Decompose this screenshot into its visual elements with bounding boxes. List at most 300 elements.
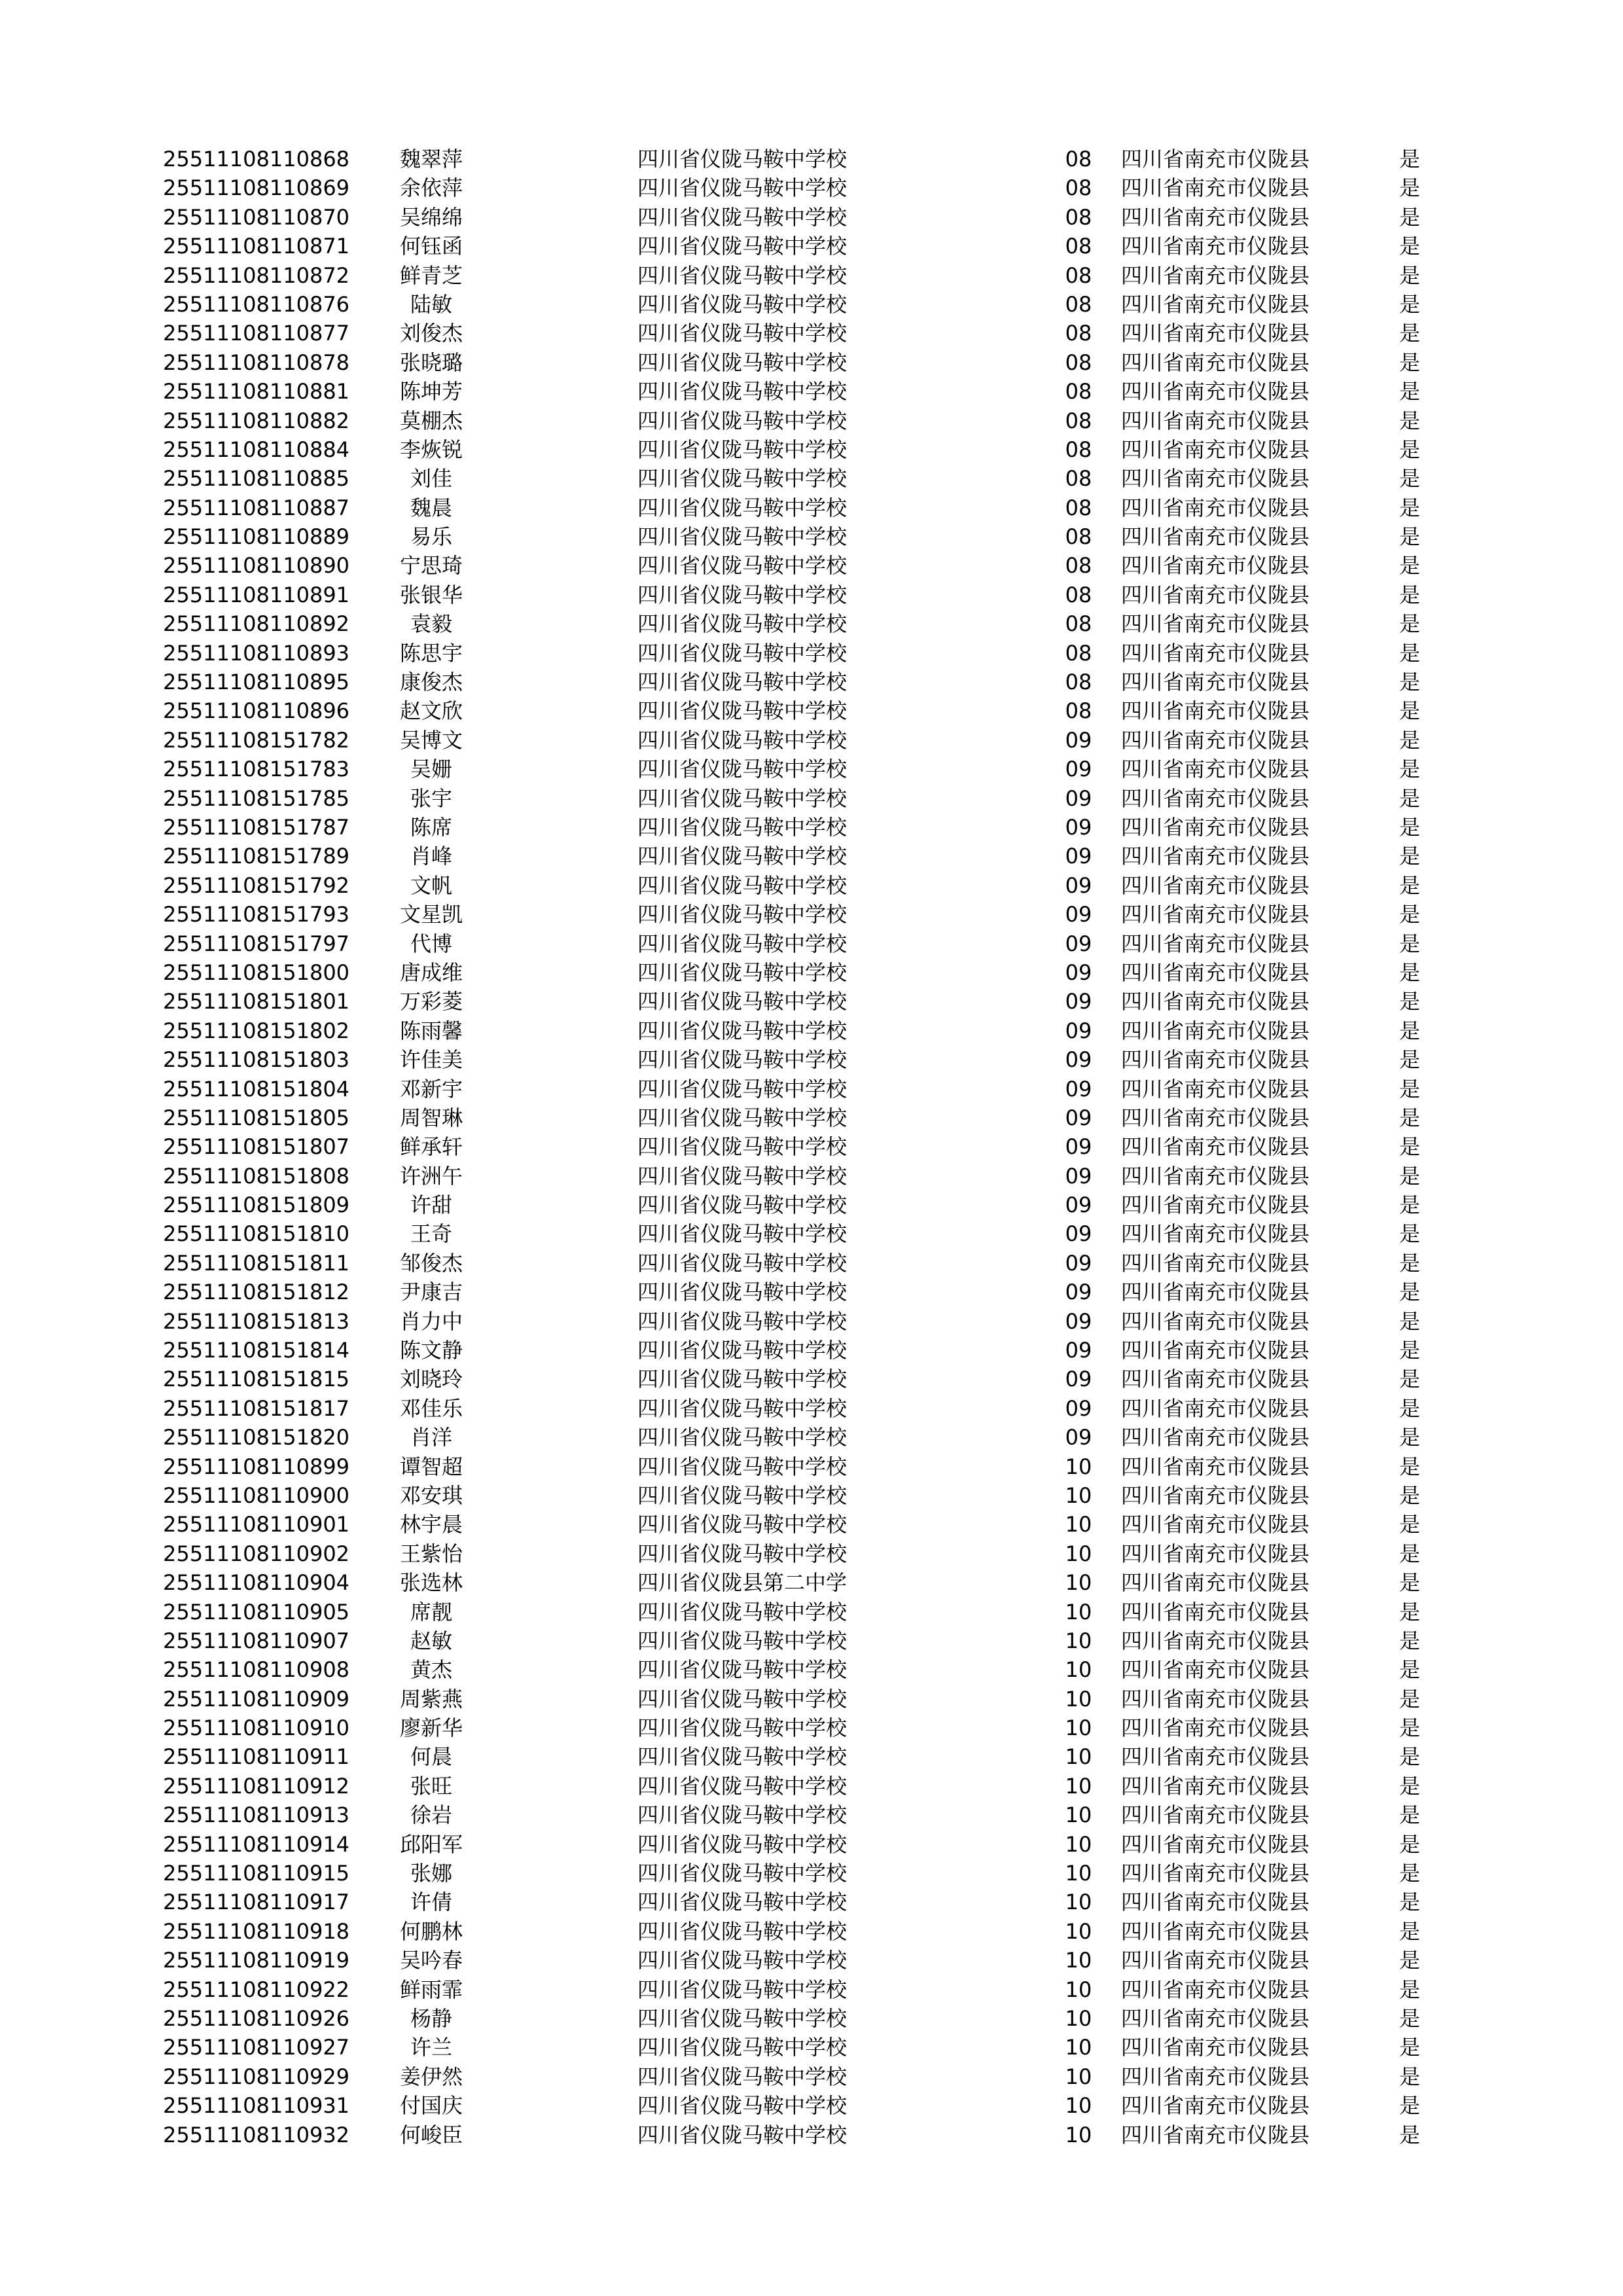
status-flag-cell: 是 xyxy=(1399,234,1421,259)
table-row xyxy=(0,1568,1623,1597)
registration-number-cell: 25511108151817 xyxy=(163,1395,350,1421)
region-cell: 四川省南充市仪陇县 xyxy=(1121,785,1310,811)
class-number-cell: 09 xyxy=(1065,1018,1092,1043)
status-flag-cell: 是 xyxy=(1399,495,1421,520)
student-name-cell: 代博 xyxy=(410,931,452,956)
student-name-cell: 李烣锐 xyxy=(399,437,463,462)
student-name-cell: 鲜雨霏 xyxy=(399,1977,463,2002)
student-name-cell: 徐岩 xyxy=(410,1803,452,1828)
region-cell: 四川省南充市仪陇县 xyxy=(1121,1773,1310,1799)
status-flag-cell: 是 xyxy=(1399,1686,1421,1712)
class-number-cell: 09 xyxy=(1065,1280,1092,1305)
region-cell: 四川省南充市仪陇县 xyxy=(1121,1047,1310,1073)
class-number-cell: 08 xyxy=(1065,175,1092,201)
region-cell: 四川省南充市仪陇县 xyxy=(1121,1280,1310,1305)
school-name-cell: 四川省仪陇马鞍中学校 xyxy=(637,1803,847,1828)
region-cell: 四川省南充市仪陇县 xyxy=(1121,1193,1310,1218)
registration-number-cell: 25511108151785 xyxy=(163,785,350,811)
status-flag-cell: 是 xyxy=(1399,1628,1421,1653)
school-name-cell: 四川省仪陇马鞍中学校 xyxy=(637,1193,847,1218)
region-cell: 四川省南充市仪陇县 xyxy=(1121,1454,1310,1479)
student-name-cell: 黄杰 xyxy=(410,1657,452,1683)
region-cell: 四川省南充市仪陇县 xyxy=(1121,1918,1310,1944)
class-number-cell: 09 xyxy=(1065,872,1092,898)
status-flag-cell: 是 xyxy=(1399,1773,1421,1799)
school-name-cell: 四川省仪陇马鞍中学校 xyxy=(637,1454,847,1479)
student-name-cell: 何晨 xyxy=(410,1744,452,1770)
student-name-cell: 杨静 xyxy=(410,2006,452,2031)
student-name-cell: 许兰 xyxy=(410,2035,452,2060)
region-cell: 四川省南充市仪陇县 xyxy=(1121,582,1310,607)
region-cell: 四川省南充市仪陇县 xyxy=(1121,727,1310,753)
class-number-cell: 10 xyxy=(1065,1686,1092,1712)
registration-number-cell: 25511108151792 xyxy=(163,872,350,898)
region-cell: 四川省南充市仪陇县 xyxy=(1121,1105,1310,1130)
class-number-cell: 09 xyxy=(1065,1250,1092,1276)
class-number-cell: 10 xyxy=(1065,1861,1092,1886)
table-row xyxy=(0,493,1623,522)
region-cell: 四川省南充市仪陇县 xyxy=(1121,1831,1310,1857)
class-number-cell: 08 xyxy=(1065,262,1092,288)
school-name-cell: 四川省仪陇马鞍中学校 xyxy=(637,1338,847,1363)
status-flag-cell: 是 xyxy=(1399,1250,1421,1276)
status-flag-cell: 是 xyxy=(1399,204,1421,230)
student-name-cell: 陈席 xyxy=(410,814,452,840)
region-cell: 四川省南充市仪陇县 xyxy=(1121,1250,1310,1276)
student-name-cell: 鲜青芝 xyxy=(399,262,463,288)
table-row xyxy=(0,1162,1623,1191)
school-name-cell: 四川省仪陇马鞍中学校 xyxy=(637,1686,847,1712)
registration-number-cell: 25511108110893 xyxy=(163,640,350,666)
status-flag-cell: 是 xyxy=(1399,989,1421,1014)
school-name-cell: 四川省仪陇马鞍中学校 xyxy=(637,2006,847,2031)
table-row xyxy=(0,842,1623,870)
registration-number-cell: 25511108151809 xyxy=(163,1193,350,1218)
table-row xyxy=(0,1772,1623,1801)
region-cell: 四川省南充市仪陇县 xyxy=(1121,960,1310,985)
school-name-cell: 四川省仪陇马鞍中学校 xyxy=(637,437,847,462)
registration-number-cell: 25511108110905 xyxy=(163,1599,350,1624)
region-cell: 四川省南充市仪陇县 xyxy=(1121,2035,1310,2060)
status-flag-cell: 是 xyxy=(1399,785,1421,811)
registration-number-cell: 25511108151805 xyxy=(163,1105,350,1130)
registration-number-cell: 25511108151787 xyxy=(163,814,350,840)
registration-number-cell: 25511108110871 xyxy=(163,234,350,259)
registration-number-cell: 25511108110891 xyxy=(163,582,350,607)
student-name-cell: 吴博文 xyxy=(399,727,463,753)
status-flag-cell: 是 xyxy=(1399,1280,1421,1305)
region-cell: 四川省南充市仪陇县 xyxy=(1121,437,1310,462)
class-number-cell: 08 xyxy=(1065,495,1092,520)
student-name-cell: 刘佳 xyxy=(410,466,452,492)
table-row xyxy=(0,1539,1623,1568)
student-name-cell: 莫棚杰 xyxy=(399,408,463,433)
school-name-cell: 四川省仪陇马鞍中学校 xyxy=(637,1308,847,1334)
status-flag-cell: 是 xyxy=(1399,1831,1421,1857)
table-row xyxy=(0,2121,1623,2149)
status-flag-cell: 是 xyxy=(1399,1744,1421,1770)
status-flag-cell: 是 xyxy=(1399,1395,1421,1421)
region-cell: 四川省南充市仪陇县 xyxy=(1121,1686,1310,1712)
table-row xyxy=(0,987,1623,1016)
student-name-cell: 吴姗 xyxy=(410,757,452,782)
class-number-cell: 08 xyxy=(1065,321,1092,346)
class-number-cell: 10 xyxy=(1065,1831,1092,1857)
status-flag-cell: 是 xyxy=(1399,1163,1421,1189)
region-cell: 四川省南充市仪陇县 xyxy=(1121,1425,1310,1450)
school-name-cell: 四川省仪陇马鞍中学校 xyxy=(637,1773,847,1799)
registration-number-cell: 25511108110913 xyxy=(163,1803,350,1828)
status-flag-cell: 是 xyxy=(1399,1861,1421,1886)
student-name-cell: 王紫怡 xyxy=(399,1541,463,1566)
registration-number-cell: 25511108110902 xyxy=(163,1541,350,1566)
status-flag-cell: 是 xyxy=(1399,262,1421,288)
table-row xyxy=(0,958,1623,987)
status-flag-cell: 是 xyxy=(1399,582,1421,607)
registration-number-cell: 25511108110918 xyxy=(163,1918,350,1944)
table-row xyxy=(0,1016,1623,1045)
school-name-cell: 四川省仪陇马鞍中学校 xyxy=(637,408,847,433)
class-number-cell: 10 xyxy=(1065,1657,1092,1683)
student-name-cell: 陈思宇 xyxy=(399,640,463,666)
region-cell: 四川省南充市仪陇县 xyxy=(1121,611,1310,637)
region-cell: 四川省南充市仪陇县 xyxy=(1121,1744,1310,1770)
status-flag-cell: 是 xyxy=(1399,147,1421,171)
region-cell: 四川省南充市仪陇县 xyxy=(1121,291,1310,317)
registration-number-cell: 25511108151800 xyxy=(163,960,350,985)
registration-number-cell: 25511108151801 xyxy=(163,989,350,1014)
student-name-cell: 邓新宇 xyxy=(399,1076,463,1102)
region-cell: 四川省南充市仪陇县 xyxy=(1121,1628,1310,1653)
table-row xyxy=(0,1685,1623,1713)
class-number-cell: 10 xyxy=(1065,1948,1092,1973)
registration-number-cell: 25511108151803 xyxy=(163,1047,350,1073)
status-flag-cell: 是 xyxy=(1399,2093,1421,2119)
class-number-cell: 08 xyxy=(1065,147,1092,171)
school-name-cell: 四川省仪陇马鞍中学校 xyxy=(637,1744,847,1770)
region-cell: 四川省南充市仪陇县 xyxy=(1121,408,1310,433)
registration-number-cell: 25511108151802 xyxy=(163,1018,350,1043)
class-number-cell: 08 xyxy=(1065,234,1092,259)
school-name-cell: 四川省仪陇马鞍中学校 xyxy=(637,1977,847,2002)
status-flag-cell: 是 xyxy=(1399,1599,1421,1624)
school-name-cell: 四川省仪陇马鞍中学校 xyxy=(637,1861,847,1886)
region-cell: 四川省南充市仪陇县 xyxy=(1121,989,1310,1014)
student-name-cell: 赵敏 xyxy=(410,1628,452,1653)
class-number-cell: 09 xyxy=(1065,757,1092,782)
status-flag-cell: 是 xyxy=(1399,902,1421,927)
region-cell: 四川省南充市仪陇县 xyxy=(1121,1163,1310,1189)
student-name-cell: 魏翠萍 xyxy=(399,147,463,171)
school-name-cell: 四川省仪陇马鞍中学校 xyxy=(637,960,847,985)
class-number-cell: 09 xyxy=(1065,1193,1092,1218)
class-number-cell: 10 xyxy=(1065,2035,1092,2060)
registration-number-cell: 25511108110912 xyxy=(163,1773,350,1799)
class-number-cell: 09 xyxy=(1065,1105,1092,1130)
table-row xyxy=(0,1626,1623,1655)
region-cell: 四川省南充市仪陇县 xyxy=(1121,1977,1310,2002)
student-name-cell: 万彩菱 xyxy=(399,989,463,1014)
student-name-cell: 张选林 xyxy=(399,1570,463,1596)
student-name-cell: 陈坤芳 xyxy=(399,379,463,404)
registration-number-cell: 25511108151811 xyxy=(163,1250,350,1276)
student-name-cell: 袁毅 xyxy=(410,611,452,637)
class-number-cell: 08 xyxy=(1065,698,1092,724)
student-name-cell: 许洲午 xyxy=(399,1163,463,1189)
school-name-cell: 四川省仪陇马鞍中学校 xyxy=(637,204,847,230)
school-name-cell: 四川省仪陇马鞍中学校 xyxy=(637,582,847,607)
table-row xyxy=(0,1598,1623,1626)
school-name-cell: 四川省仪陇马鞍中学校 xyxy=(637,2122,847,2147)
table-row xyxy=(0,1830,1623,1859)
school-name-cell: 四川省仪陇马鞍中学校 xyxy=(637,1599,847,1624)
region-cell: 四川省南充市仪陇县 xyxy=(1121,698,1310,724)
registration-number-cell: 25511108110870 xyxy=(163,204,350,230)
class-number-cell: 10 xyxy=(1065,1803,1092,1828)
status-flag-cell: 是 xyxy=(1399,670,1421,695)
table-row xyxy=(0,1249,1623,1278)
student-name-cell: 吴绵绵 xyxy=(399,204,463,230)
school-name-cell: 四川省仪陇马鞍中学校 xyxy=(637,524,847,550)
student-name-cell: 席靓 xyxy=(410,1599,452,1624)
registration-number-cell: 25511108110910 xyxy=(163,1715,350,1741)
registration-number-cell: 25511108110911 xyxy=(163,1744,350,1770)
table-row xyxy=(0,1452,1623,1481)
student-name-cell: 何鹏林 xyxy=(399,1918,463,1944)
school-name-cell: 四川省仪陇马鞍中学校 xyxy=(637,1395,847,1421)
region-cell: 四川省南充市仪陇县 xyxy=(1121,1861,1310,1886)
registration-number-cell: 25511108151814 xyxy=(163,1338,350,1363)
student-name-cell: 周紫燕 xyxy=(399,1686,463,1712)
status-flag-cell: 是 xyxy=(1399,1367,1421,1392)
class-number-cell: 10 xyxy=(1065,1512,1092,1537)
region-cell: 四川省南充市仪陇县 xyxy=(1121,931,1310,956)
registration-number-cell: 25511108110868 xyxy=(163,147,350,171)
student-name-cell: 刘俊杰 xyxy=(399,321,463,346)
school-name-cell: 四川省仪陇马鞍中学校 xyxy=(637,147,847,171)
table-row xyxy=(0,406,1623,435)
class-number-cell: 10 xyxy=(1065,1541,1092,1566)
class-number-cell: 10 xyxy=(1065,2006,1092,2031)
registration-number-cell: 25511108110869 xyxy=(163,175,350,201)
status-flag-cell: 是 xyxy=(1399,611,1421,637)
status-flag-cell: 是 xyxy=(1399,524,1421,550)
school-name-cell: 四川省仪陇马鞍中学校 xyxy=(637,727,847,753)
table-row xyxy=(0,813,1623,842)
registration-number-cell: 25511108110878 xyxy=(163,350,350,375)
region-cell: 四川省南充市仪陇县 xyxy=(1121,379,1310,404)
class-number-cell: 08 xyxy=(1065,611,1092,637)
student-name-cell: 魏晨 xyxy=(410,495,452,520)
student-name-cell: 张宇 xyxy=(410,785,452,811)
region-cell: 四川省南充市仪陇县 xyxy=(1121,902,1310,927)
table-row xyxy=(0,1859,1623,1888)
table-row xyxy=(0,2062,1623,2091)
student-name-cell: 吴吟春 xyxy=(399,1948,463,1973)
table-row xyxy=(0,639,1623,668)
region-cell: 四川省南充市仪陇县 xyxy=(1121,175,1310,201)
student-name-cell: 陆敏 xyxy=(410,291,452,317)
table-row xyxy=(0,726,1623,755)
region-cell: 四川省南充市仪陇县 xyxy=(1121,1018,1310,1043)
status-flag-cell: 是 xyxy=(1399,350,1421,375)
student-name-cell: 许佳美 xyxy=(399,1047,463,1073)
region-cell: 四川省南充市仪陇县 xyxy=(1121,872,1310,898)
student-name-cell: 邹俊杰 xyxy=(399,1250,463,1276)
class-number-cell: 08 xyxy=(1065,379,1092,404)
registration-number-cell: 25511108110927 xyxy=(163,2035,350,2060)
table-row xyxy=(0,232,1623,260)
registration-number-cell: 25511108110877 xyxy=(163,321,350,346)
student-name-cell: 鲜承轩 xyxy=(399,1134,463,1160)
class-number-cell: 09 xyxy=(1065,1425,1092,1450)
region-cell: 四川省南充市仪陇县 xyxy=(1121,1803,1310,1828)
status-flag-cell: 是 xyxy=(1399,2064,1421,2089)
table-row xyxy=(0,1888,1623,1916)
status-flag-cell: 是 xyxy=(1399,1512,1421,1537)
status-flag-cell: 是 xyxy=(1399,1105,1421,1130)
school-name-cell: 四川省仪陇马鞍中学校 xyxy=(637,495,847,520)
registration-number-cell: 25511108110909 xyxy=(163,1686,350,1712)
status-flag-cell: 是 xyxy=(1399,1018,1421,1043)
region-cell: 四川省南充市仪陇县 xyxy=(1121,204,1310,230)
registration-number-cell: 25511108151804 xyxy=(163,1076,350,1102)
school-name-cell: 四川省仪陇马鞍中学校 xyxy=(637,1482,847,1508)
school-name-cell: 四川省仪陇马鞍中学校 xyxy=(637,175,847,201)
region-cell: 四川省南充市仪陇县 xyxy=(1121,757,1310,782)
registration-number-cell: 25511108110904 xyxy=(163,1570,350,1596)
class-number-cell: 08 xyxy=(1065,524,1092,550)
school-name-cell: 四川省仪陇马鞍中学校 xyxy=(637,1890,847,1915)
status-flag-cell: 是 xyxy=(1399,1541,1421,1566)
registration-number-cell: 25511108110899 xyxy=(163,1454,350,1479)
class-number-cell: 08 xyxy=(1065,437,1092,462)
table-row xyxy=(0,1394,1623,1423)
table-row xyxy=(0,377,1623,406)
student-name-cell: 尹康吉 xyxy=(399,1280,463,1305)
region-cell: 四川省南充市仪陇县 xyxy=(1121,1570,1310,1596)
registration-number-cell: 25511108110915 xyxy=(163,1861,350,1886)
registration-number-cell: 25511108151810 xyxy=(163,1221,350,1247)
table-row xyxy=(0,784,1623,813)
registration-number-cell: 25511108110914 xyxy=(163,1831,350,1857)
table-row xyxy=(0,2004,1623,2033)
status-flag-cell: 是 xyxy=(1399,1193,1421,1218)
student-name-cell: 许倩 xyxy=(410,1890,452,1915)
school-name-cell: 四川省仪陇马鞍中学校 xyxy=(637,553,847,579)
region-cell: 四川省南充市仪陇县 xyxy=(1121,350,1310,375)
registration-number-cell: 25511108110931 xyxy=(163,2093,350,2119)
school-name-cell: 四川省仪陇马鞍中学校 xyxy=(637,1163,847,1189)
class-number-cell: 10 xyxy=(1065,1628,1092,1653)
class-number-cell: 10 xyxy=(1065,1570,1092,1596)
table-row xyxy=(0,290,1623,319)
school-name-cell: 四川省仪陇马鞍中学校 xyxy=(637,2093,847,2119)
student-name-cell: 何钰函 xyxy=(399,234,463,259)
school-name-cell: 四川省仪陇马鞍中学校 xyxy=(637,989,847,1014)
status-flag-cell: 是 xyxy=(1399,1482,1421,1508)
class-number-cell: 10 xyxy=(1065,1599,1092,1624)
registration-number-cell: 25511108151808 xyxy=(163,1163,350,1189)
region-cell: 四川省南充市仪陇县 xyxy=(1121,321,1310,346)
student-name-cell: 陈文静 xyxy=(399,1338,463,1363)
student-name-cell: 肖洋 xyxy=(410,1425,452,1450)
region-cell: 四川省南充市仪陇县 xyxy=(1121,670,1310,695)
school-name-cell: 四川省仪陇马鞍中学校 xyxy=(637,1948,847,1973)
student-name-cell: 张晓璐 xyxy=(399,350,463,375)
class-number-cell: 09 xyxy=(1065,1221,1092,1247)
status-flag-cell: 是 xyxy=(1399,437,1421,462)
class-number-cell: 09 xyxy=(1065,1338,1092,1363)
registration-number-cell: 25511108110929 xyxy=(163,2064,350,2089)
table-row xyxy=(0,522,1623,551)
school-name-cell: 四川省仪陇马鞍中学校 xyxy=(637,670,847,695)
table-row xyxy=(0,1917,1623,1946)
school-name-cell: 四川省仪陇马鞍中学校 xyxy=(637,785,847,811)
region-cell: 四川省南充市仪陇县 xyxy=(1121,1076,1310,1102)
school-name-cell: 四川省仪陇马鞍中学校 xyxy=(637,1918,847,1944)
table-row xyxy=(0,1975,1623,2004)
region-cell: 四川省南充市仪陇县 xyxy=(1121,466,1310,492)
table-row xyxy=(0,871,1623,900)
registration-number-cell: 25511108110901 xyxy=(163,1512,350,1537)
class-number-cell: 10 xyxy=(1065,1977,1092,2002)
student-name-cell: 康俊杰 xyxy=(399,670,463,695)
status-flag-cell: 是 xyxy=(1399,872,1421,898)
region-cell: 四川省南充市仪陇县 xyxy=(1121,1512,1310,1537)
table-row xyxy=(0,1946,1623,1975)
class-number-cell: 08 xyxy=(1065,640,1092,666)
registration-number-cell: 25511108110884 xyxy=(163,437,350,462)
school-name-cell: 四川省仪陇马鞍中学校 xyxy=(637,379,847,404)
class-number-cell: 09 xyxy=(1065,844,1092,869)
region-cell: 四川省南充市仪陇县 xyxy=(1121,1308,1310,1334)
table-row xyxy=(0,435,1623,464)
status-flag-cell: 是 xyxy=(1399,1047,1421,1073)
registration-number-cell: 25511108151793 xyxy=(163,902,350,927)
registration-number-cell: 25511108110872 xyxy=(163,262,350,288)
school-name-cell: 四川省仪陇马鞍中学校 xyxy=(637,350,847,375)
region-cell: 四川省南充市仪陇县 xyxy=(1121,640,1310,666)
registration-number-cell: 25511108110889 xyxy=(163,524,350,550)
table-row xyxy=(0,755,1623,783)
class-number-cell: 09 xyxy=(1065,1395,1092,1421)
status-flag-cell: 是 xyxy=(1399,698,1421,724)
class-number-cell: 09 xyxy=(1065,960,1092,985)
registration-number-cell: 25511108151815 xyxy=(163,1367,350,1392)
table-row xyxy=(0,261,1623,290)
status-flag-cell: 是 xyxy=(1399,1425,1421,1450)
student-name-cell: 张旺 xyxy=(410,1773,452,1799)
school-name-cell: 四川省仪陇马鞍中学校 xyxy=(637,1425,847,1450)
student-name-cell: 张娜 xyxy=(410,1861,452,1886)
region-cell: 四川省南充市仪陇县 xyxy=(1121,2093,1310,2119)
status-flag-cell: 是 xyxy=(1399,291,1421,317)
student-name-cell: 何峻臣 xyxy=(399,2122,463,2147)
registration-number-cell: 25511108151789 xyxy=(163,844,350,869)
registration-number-cell: 25511108110907 xyxy=(163,1628,350,1653)
status-flag-cell: 是 xyxy=(1399,844,1421,869)
status-flag-cell: 是 xyxy=(1399,1221,1421,1247)
region-cell: 四川省南充市仪陇县 xyxy=(1121,1657,1310,1683)
status-flag-cell: 是 xyxy=(1399,408,1421,433)
table-row xyxy=(0,203,1623,232)
table-row xyxy=(0,1655,1623,1684)
class-number-cell: 09 xyxy=(1065,1367,1092,1392)
school-name-cell: 四川省仪陇马鞍中学校 xyxy=(637,1105,847,1130)
region-cell: 四川省南充市仪陇县 xyxy=(1121,1338,1310,1363)
class-number-cell: 10 xyxy=(1065,2093,1092,2119)
